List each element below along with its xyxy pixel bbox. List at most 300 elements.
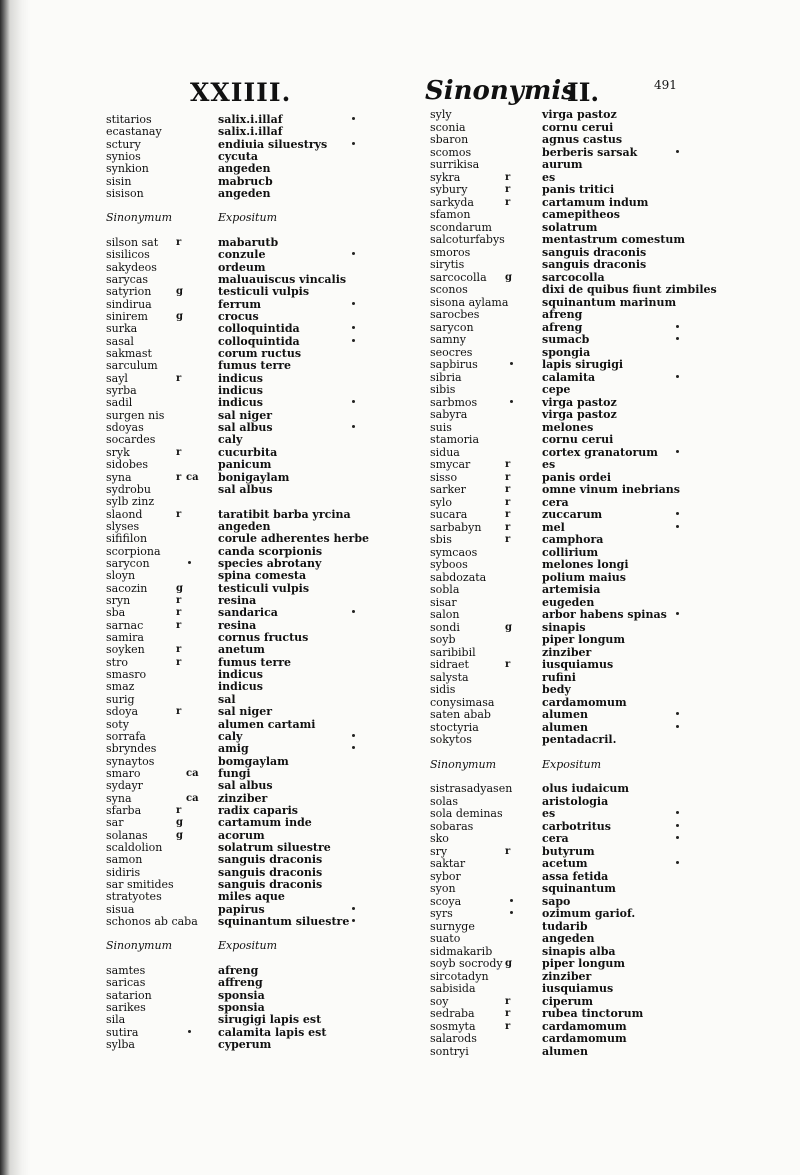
synonym-explanation: sinapis alba bbox=[542, 944, 616, 958]
synonym-explanation: sal niger bbox=[218, 408, 272, 422]
synonym-explanation: carbotritus bbox=[542, 819, 611, 833]
synonym-term: socardes bbox=[106, 433, 156, 447]
ink-dot bbox=[676, 836, 679, 839]
page-number: 491 bbox=[654, 78, 677, 92]
synonym-explanation: olus iudaicum bbox=[542, 782, 630, 795]
synonym-explanation: affreng bbox=[218, 976, 263, 990]
synonym-explanation: indicus bbox=[218, 371, 263, 385]
synonym-term: salysta bbox=[430, 670, 469, 684]
synonym-term: sedraba bbox=[430, 1007, 475, 1020]
synonym-explanation: melones longi bbox=[542, 558, 629, 571]
ink-dot bbox=[352, 302, 355, 305]
synonym-explanation: salix.i.illaf bbox=[218, 125, 283, 139]
synonym-term: sircotadyn bbox=[430, 969, 489, 983]
synonym-explanation: squinantum marinum bbox=[542, 295, 677, 309]
synonym-term: ecastanay bbox=[106, 125, 162, 139]
synonym-term: satarion bbox=[106, 988, 152, 1002]
margin-mark: r bbox=[176, 372, 182, 384]
synonym-term: sidmakarib bbox=[430, 944, 493, 958]
synonym-explanation: cera bbox=[542, 832, 569, 845]
margin-mark: r bbox=[176, 607, 182, 619]
margin-mark: r bbox=[505, 459, 511, 470]
synonym-term: sosmyta bbox=[430, 1019, 476, 1033]
synonym-explanation: cera bbox=[542, 495, 569, 509]
synonym-term: sisona aylama bbox=[430, 295, 509, 309]
synonym-explanation: virga pastoz bbox=[542, 108, 617, 121]
ink-dot bbox=[676, 512, 679, 515]
synonym-term: symcaos bbox=[430, 545, 478, 559]
synonym-explanation: fumus terre bbox=[218, 359, 292, 373]
synonym-explanation: panis tritici bbox=[542, 183, 615, 196]
synonym-term: sabdozata bbox=[430, 570, 487, 584]
synonym-explanation: crocus bbox=[218, 309, 259, 323]
synonym-explanation: ordeum bbox=[218, 260, 266, 274]
synonym-term: suato bbox=[430, 932, 461, 945]
ink-dot bbox=[676, 861, 679, 864]
synonym-explanation: alumen bbox=[542, 1044, 588, 1058]
synonym-term: sylba bbox=[106, 1037, 135, 1051]
margin-mark: r bbox=[505, 521, 511, 533]
margin-mark: g bbox=[176, 817, 183, 829]
synonym-term: sidiris bbox=[106, 865, 141, 879]
synonym-explanation: angeden bbox=[542, 932, 595, 945]
synonym-explanation: cortex granatorum bbox=[542, 445, 658, 459]
synonym-term: sctury bbox=[106, 137, 141, 151]
ink-dot bbox=[352, 746, 355, 749]
synonym-term: saricas bbox=[106, 976, 146, 990]
synonym-explanation: fumus terre bbox=[218, 655, 292, 669]
margin-mark: g bbox=[176, 829, 183, 841]
synonym-term: sconos bbox=[430, 283, 468, 296]
synonym-term: solas bbox=[430, 794, 458, 808]
synonym-explanation: ozimum gariof. bbox=[542, 907, 636, 920]
margin-mark: r bbox=[176, 446, 182, 458]
synonym-term: sokytos bbox=[430, 733, 472, 746]
synonym-term: salon bbox=[430, 608, 460, 621]
synonym-explanation: agnus castus bbox=[542, 133, 623, 146]
synonym-term: stoctyria bbox=[430, 720, 479, 734]
synonym-explanation: sal albus bbox=[218, 421, 273, 435]
synonym-explanation: solatrum siluestre bbox=[218, 841, 331, 854]
ink-dot bbox=[352, 610, 355, 613]
synonym-explanation: ciperum bbox=[542, 994, 593, 1008]
synonym-term: syon bbox=[430, 882, 456, 895]
synonym-term: sontryi bbox=[430, 1044, 469, 1058]
synonym-term: sila bbox=[106, 1013, 126, 1027]
ink-dot bbox=[352, 400, 355, 403]
synonym-term: syrba bbox=[106, 384, 137, 397]
synonym-explanation: solatrum bbox=[542, 220, 598, 234]
margin-mark: r bbox=[176, 471, 182, 483]
synonym-term: surka bbox=[106, 322, 138, 336]
synonym-explanation: assa fetida bbox=[542, 869, 609, 883]
synonym-term: sko bbox=[430, 832, 449, 845]
synonym-term: smaz bbox=[106, 680, 135, 694]
synonym-explanation: rubea tinctorum bbox=[542, 1007, 644, 1020]
synonym-term: synios bbox=[106, 150, 141, 163]
synonym-explanation: fungi bbox=[218, 766, 251, 780]
synonym-term: syna bbox=[106, 470, 132, 484]
synonym-term: sisar bbox=[430, 595, 457, 609]
margin-mark: g bbox=[176, 310, 183, 322]
synonym-explanation: resina bbox=[218, 594, 257, 607]
synonym-explanation: sal albus bbox=[218, 482, 273, 496]
synonym-term: sarocbes bbox=[430, 308, 480, 321]
margin-mark: g bbox=[176, 582, 183, 594]
synonym-explanation: afreng bbox=[542, 320, 583, 334]
synonym-term: sry bbox=[430, 844, 448, 858]
synonym-explanation: calamita bbox=[542, 370, 596, 384]
synonym-term: sydayr bbox=[106, 779, 143, 793]
synonym-term: surrikisa bbox=[430, 158, 480, 171]
margin-mark: r bbox=[505, 484, 511, 495]
synonym-explanation: berberis sarsak bbox=[542, 145, 638, 159]
synonym-explanation: virga pastoz bbox=[542, 395, 617, 409]
synonym-term: syrs bbox=[430, 907, 453, 920]
margin-mark: r bbox=[505, 496, 511, 508]
synonym-explanation: cartamum inde bbox=[218, 816, 312, 830]
synonym-term: sistrasadyasen bbox=[430, 782, 513, 795]
synonym-explanation: eugeden bbox=[542, 595, 595, 609]
margin-mark: r bbox=[505, 171, 511, 183]
ink-dot bbox=[676, 725, 679, 728]
ink-dot bbox=[352, 919, 355, 922]
synonym-explanation: mabrucb bbox=[218, 174, 273, 188]
synonym-explanation: iusquiamus bbox=[542, 658, 614, 671]
synonym-explanation: cardamomum bbox=[542, 1032, 627, 1045]
synonym-term: sbryndes bbox=[106, 742, 157, 756]
synonym-explanation: camphora bbox=[542, 533, 604, 546]
synonym-term: sfarba bbox=[106, 803, 142, 817]
ink-dot bbox=[352, 425, 355, 428]
synonym-explanation: bonigaylam bbox=[218, 470, 290, 484]
synonym-explanation: mentastrum comestum bbox=[542, 233, 685, 246]
synonym-explanation: dixi de quibus fiunt zimbiles bbox=[542, 283, 717, 296]
margin-abbrev: ca bbox=[186, 471, 199, 483]
synonym-term: sar bbox=[106, 816, 124, 830]
synonym-term: sarkyda bbox=[430, 195, 474, 209]
synonym-explanation: mabarutb bbox=[218, 235, 279, 249]
synonym-term: soyken bbox=[106, 643, 145, 657]
synonym-term: sarculum bbox=[106, 359, 158, 373]
synonym-term: sdoya bbox=[106, 705, 139, 719]
synonym-explanation: sinapis bbox=[542, 620, 586, 634]
ink-dot bbox=[188, 1030, 191, 1033]
synonym-term: scorpiona bbox=[106, 544, 161, 558]
margin-mark: r bbox=[176, 508, 182, 520]
synonym-term: scondarum bbox=[430, 220, 492, 234]
synonym-term: sdoyas bbox=[106, 421, 144, 435]
synonym-term: sondi bbox=[430, 620, 460, 634]
synonym-explanation: afreng bbox=[542, 308, 583, 321]
synonym-term: sloyn bbox=[106, 569, 136, 583]
synonym-term: sybor bbox=[430, 869, 461, 883]
synonym-term: sylo bbox=[430, 495, 452, 509]
synonym-explanation: omne vinum inebrians bbox=[542, 483, 680, 496]
synonym-explanation: alumen cartami bbox=[218, 717, 316, 731]
synonym-explanation: sanguis draconis bbox=[542, 245, 647, 259]
heading-expositum: Expositum bbox=[542, 757, 601, 771]
synonym-explanation: cardamomum bbox=[542, 1019, 627, 1033]
ink-dot bbox=[676, 375, 679, 378]
synonym-term: sarycas bbox=[106, 272, 149, 286]
ink-dot bbox=[676, 525, 679, 528]
synonym-term: smasro bbox=[106, 668, 147, 682]
synonym-term: sisin bbox=[106, 174, 132, 188]
synonym-explanation: acetum bbox=[542, 857, 588, 870]
synonym-explanation: es bbox=[542, 807, 556, 820]
margin-mark: g bbox=[505, 958, 512, 969]
synonym-term: sybury bbox=[430, 183, 468, 196]
synonym-term: surgen nis bbox=[106, 408, 165, 422]
synonym-explanation: cornus fructus bbox=[218, 631, 309, 644]
synonym-explanation: cornu cerui bbox=[542, 120, 614, 134]
margin-mark: r bbox=[505, 659, 511, 670]
synonym-term: sidraet bbox=[430, 658, 469, 671]
margin-mark: g bbox=[505, 621, 512, 633]
synonym-term: smycar bbox=[430, 458, 471, 471]
ink-dot bbox=[676, 712, 679, 715]
synonym-explanation: es bbox=[542, 458, 556, 471]
margin-mark: r bbox=[505, 509, 511, 520]
synonym-explanation: colloquintida bbox=[218, 322, 300, 336]
synonym-explanation: lapis sirugigi bbox=[542, 358, 624, 371]
synonym-term: sobaras bbox=[430, 819, 474, 833]
synonym-explanation: sarcocolla bbox=[542, 270, 605, 284]
synonym-term: sisua bbox=[106, 902, 135, 916]
ink-dot bbox=[676, 337, 679, 340]
synonym-term: saktar bbox=[430, 857, 466, 870]
margin-mark: r bbox=[505, 534, 511, 545]
synonym-term: sryk bbox=[106, 445, 130, 459]
synonym-explanation: papirus bbox=[218, 902, 265, 916]
synonym-explanation: sponsia bbox=[218, 1000, 265, 1014]
synonym-explanation: testiculi vulpis bbox=[218, 581, 310, 595]
synonym-explanation: endiuia siluestrys bbox=[218, 137, 328, 151]
heading-sinonymum: Sinonymum bbox=[106, 939, 173, 953]
synonym-term: soyb bbox=[430, 633, 456, 646]
synonym-term: scoya bbox=[430, 894, 462, 908]
synonym-explanation: artemisia bbox=[542, 583, 601, 596]
synonym-explanation: es bbox=[542, 170, 556, 184]
synonym-explanation: sirugigi lapis est bbox=[218, 1013, 322, 1027]
synonym-term: sibria bbox=[430, 370, 462, 384]
synonym-explanation: mel bbox=[542, 520, 565, 534]
ink-dot bbox=[188, 561, 191, 564]
ink-dot bbox=[352, 734, 355, 737]
synonym-explanation: corule adherentes herbe bbox=[218, 532, 370, 546]
synonym-explanation: angeden bbox=[218, 187, 271, 201]
margin-mark: g bbox=[176, 286, 183, 298]
synonym-explanation: piper longum bbox=[542, 957, 626, 970]
ink-dot bbox=[352, 907, 355, 910]
synonym-explanation: alumen bbox=[542, 708, 588, 721]
ink-dot bbox=[676, 325, 679, 328]
synonym-explanation: alumen bbox=[542, 720, 588, 734]
synonym-term: sisison bbox=[106, 187, 144, 201]
synonym-explanation: iusquiamus bbox=[542, 982, 614, 995]
synonym-explanation: sandarica bbox=[218, 606, 278, 620]
synonym-term: sakydeos bbox=[106, 260, 157, 274]
synonym-term: suis bbox=[430, 420, 452, 434]
synonym-term: synaytos bbox=[106, 754, 155, 768]
running-title: Sinonymis bbox=[425, 76, 576, 106]
synonym-term: sarycon bbox=[106, 556, 150, 570]
synonym-explanation: sanguis draconis bbox=[218, 878, 323, 891]
synonym-term: solanas bbox=[106, 828, 148, 842]
margin-abbrev: ca bbox=[186, 767, 199, 779]
synonym-term: sfamon bbox=[430, 208, 471, 221]
synonym-explanation: zuccarum bbox=[542, 508, 603, 521]
synonym-explanation: sapo bbox=[542, 894, 571, 908]
synonym-term: sabyra bbox=[430, 408, 468, 421]
synonym-term: sidis bbox=[430, 683, 456, 696]
synonym-explanation: sal bbox=[218, 692, 236, 706]
synonym-explanation: cornu cerui bbox=[542, 433, 614, 446]
synonym-explanation: zinziber bbox=[542, 645, 592, 659]
synonym-term: smaro bbox=[106, 766, 141, 780]
synonym-term: sconia bbox=[430, 120, 466, 134]
synonym-term: sutira bbox=[106, 1025, 139, 1039]
synonym-explanation: cepe bbox=[542, 383, 571, 396]
synonym-term: samon bbox=[106, 853, 143, 867]
synonym-explanation: indicus bbox=[218, 680, 263, 694]
synonym-explanation: virga pastoz bbox=[542, 408, 617, 421]
folio-right: II. bbox=[567, 78, 600, 107]
margin-mark: r bbox=[176, 595, 182, 606]
synonym-term: stamoria bbox=[430, 433, 480, 446]
synonym-term: sykra bbox=[430, 170, 461, 184]
synonym-term: saribibil bbox=[430, 645, 476, 659]
ink-dot bbox=[352, 252, 355, 255]
synonym-explanation: angeden bbox=[218, 519, 271, 533]
synonym-term: sadil bbox=[106, 396, 133, 410]
synonym-term: sarbmos bbox=[430, 395, 478, 409]
heading-sinonymum: Sinonymum bbox=[430, 757, 497, 771]
synonym-term: sorrafa bbox=[106, 729, 146, 743]
margin-mark: r bbox=[176, 236, 182, 248]
synonym-term: sobla bbox=[430, 583, 460, 596]
margin-mark: g bbox=[505, 271, 512, 283]
synonym-term: salcoturfabys bbox=[430, 233, 505, 246]
synonym-explanation: sal albus bbox=[218, 779, 273, 793]
margin-mark: r bbox=[176, 706, 182, 718]
margin-abbrev: ca bbox=[186, 792, 199, 804]
ink-dot bbox=[352, 326, 355, 329]
synonym-term: syboos bbox=[430, 558, 468, 571]
synonym-explanation: ferrum bbox=[218, 297, 261, 311]
synonym-explanation: sponsia bbox=[218, 988, 265, 1002]
margin-mark: r bbox=[505, 845, 511, 857]
synonym-explanation: indicus bbox=[218, 668, 263, 682]
synonym-explanation: canda scorpionis bbox=[218, 544, 323, 558]
synonym-term: sidobes bbox=[106, 458, 149, 472]
synonym-explanation: cucurbita bbox=[218, 445, 278, 459]
synonym-term: sylb zinz bbox=[106, 495, 155, 509]
synonym-explanation: resina bbox=[218, 618, 257, 632]
synonym-term: sarbabyn bbox=[430, 520, 482, 534]
synonym-term: smoros bbox=[430, 245, 471, 259]
ink-dot bbox=[676, 824, 679, 827]
synonym-term: sola deminas bbox=[430, 807, 503, 820]
synonym-term: surig bbox=[106, 692, 135, 706]
synonym-term: schonos ab caba bbox=[106, 915, 198, 929]
synonym-term: sififilon bbox=[106, 532, 148, 546]
synonym-term: sinirem bbox=[106, 309, 148, 323]
synonym-explanation: zinziber bbox=[218, 791, 268, 805]
synonym-term: sar smitides bbox=[106, 878, 174, 891]
ink-dot bbox=[510, 899, 513, 902]
synonym-explanation: squinantum siluestre bbox=[218, 915, 350, 929]
synonym-term: samny bbox=[430, 333, 466, 346]
ink-dot bbox=[352, 142, 355, 145]
ink-dot bbox=[352, 339, 355, 342]
synonym-term: salarods bbox=[430, 1032, 477, 1045]
synonym-explanation: maluauiscus vincalis bbox=[218, 272, 347, 286]
synonym-term: satyrion bbox=[106, 285, 152, 299]
synonym-term: sindirua bbox=[106, 297, 152, 311]
synonym-explanation: testiculi vulpis bbox=[218, 285, 310, 299]
synonym-explanation: miles aque bbox=[218, 890, 285, 904]
synonym-term: samira bbox=[106, 631, 144, 644]
synonym-explanation: bomgaylam bbox=[218, 754, 289, 768]
synonym-term: slyses bbox=[106, 519, 140, 533]
synonym-term: sbis bbox=[430, 533, 452, 546]
synonym-explanation: spina comesta bbox=[218, 569, 307, 583]
synonym-term: sryn bbox=[106, 594, 131, 607]
synonym-term: sarcocolla bbox=[430, 270, 487, 284]
synonym-term: sayl bbox=[106, 371, 128, 385]
folio-left: XXIIII. bbox=[190, 78, 292, 107]
margin-mark: r bbox=[176, 656, 182, 668]
margin-mark: r bbox=[505, 995, 511, 1007]
synonym-term: scomos bbox=[430, 145, 472, 159]
synonym-explanation: zinziber bbox=[542, 969, 592, 983]
synonym-explanation: arbor habens spinas bbox=[542, 608, 667, 621]
synonym-term: syly bbox=[430, 108, 452, 121]
synonym-term: sirytis bbox=[430, 258, 465, 271]
synonym-term: sasal bbox=[106, 334, 134, 348]
synonym-term: sisilicos bbox=[106, 248, 150, 262]
synonym-term: stro bbox=[106, 655, 128, 669]
ink-dot bbox=[510, 400, 513, 403]
synonym-term: saten abab bbox=[430, 708, 491, 721]
synonym-explanation: melones bbox=[542, 420, 594, 434]
ink-dot bbox=[676, 811, 679, 814]
synonym-explanation: caly bbox=[218, 729, 243, 743]
synonym-term: silson sat bbox=[106, 235, 159, 249]
synonym-term: stratyotes bbox=[106, 890, 162, 904]
synonym-term: soty bbox=[106, 717, 129, 731]
heading-expositum: Expositum bbox=[218, 211, 277, 225]
synonym-explanation: salix.i.illaf bbox=[218, 113, 283, 126]
heading-sinonymum: Sinonymum bbox=[106, 211, 173, 225]
synonym-explanation: cycuta bbox=[218, 150, 258, 163]
synonym-explanation: sumacb bbox=[542, 333, 590, 346]
synonym-term: sacozin bbox=[106, 581, 148, 595]
ink-dot bbox=[676, 612, 679, 615]
synonym-explanation: caly bbox=[218, 433, 243, 447]
heading-expositum: Expositum bbox=[218, 939, 277, 953]
synonym-explanation: butyrum bbox=[542, 844, 595, 858]
synonym-term: soyb socrody bbox=[430, 957, 503, 970]
synonym-explanation: indicus bbox=[218, 384, 263, 397]
margin-mark: r bbox=[176, 804, 182, 816]
ink-dot bbox=[676, 450, 679, 453]
synonym-explanation: afreng bbox=[218, 963, 259, 977]
synonym-explanation: sanguis draconis bbox=[542, 258, 647, 271]
synonym-explanation: squinantum bbox=[542, 882, 616, 895]
